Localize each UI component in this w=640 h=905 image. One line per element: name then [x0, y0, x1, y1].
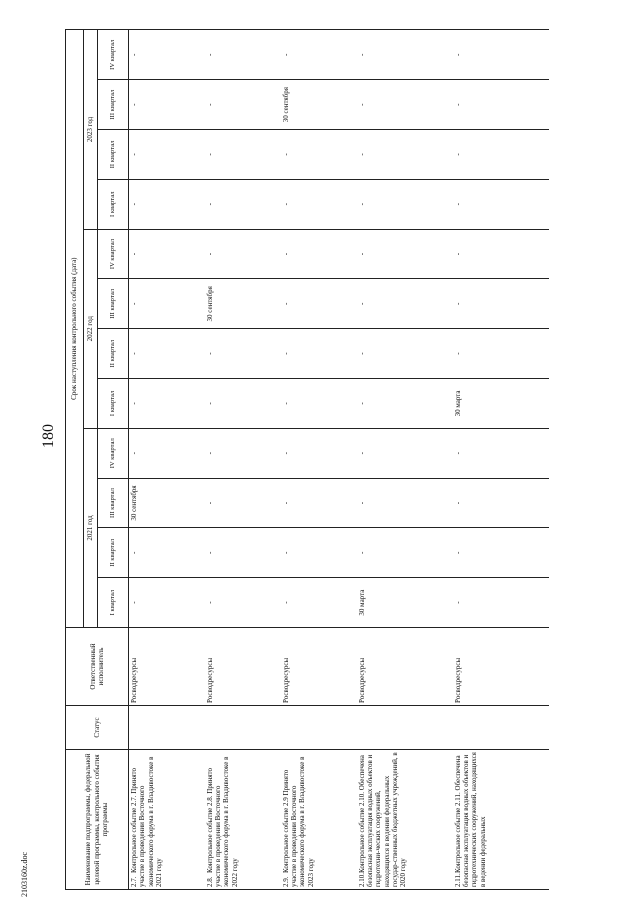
document-filename: 2103160z.doc [20, 851, 29, 897]
deadline-cell: - [281, 130, 357, 180]
executor-cell: Росводресурсы [129, 628, 205, 706]
event-name: Контрольное событие 2.9 Принято участие в проведении Восточного экономического форума в г. Владивостоке в 2023 году [281, 756, 315, 887]
deadline-cell: 30 сентября [205, 279, 281, 329]
deadline-cell: - [357, 528, 453, 578]
status-cell [357, 706, 453, 750]
status-cell [129, 706, 205, 750]
table-row [453, 30, 549, 890]
deadline-cell: - [357, 229, 453, 279]
header-year-2023: 2023 год [84, 30, 98, 229]
executor-cell: Росводресурсы [205, 628, 281, 706]
header-quarter: III квартал [98, 478, 129, 528]
deadline-cell: - [205, 478, 281, 528]
table-row [129, 30, 205, 890]
deadline-cell: 30 сентября [281, 80, 357, 130]
event-name-cell [281, 750, 357, 890]
deadline-cell: - [205, 80, 281, 130]
header-year-2021: 2021 год [84, 428, 98, 627]
status-cell [453, 706, 549, 750]
event-name: Контрольное событие 2.11. Обеспечена безопасная эксплуатация водных объектов и гидротехнических сооружений, находящихся в ведении федеральных [453, 752, 487, 887]
executor-cell: Росводресурсы [357, 628, 453, 706]
executor-cell: Росводресурсы [281, 628, 357, 706]
deadline-cell: - [129, 578, 205, 628]
executor-cell: Росводресурсы [453, 628, 549, 706]
deadline-cell: - [205, 229, 281, 279]
deadline-cell: - [205, 329, 281, 379]
event-number: 2.9. [281, 876, 290, 887]
deadline-cell: - [129, 379, 205, 429]
deadline-cell: 30 марта [357, 578, 453, 628]
event-name-cell [205, 750, 281, 890]
header-deadline-group: Срок наступления контрольного события (дата) [66, 30, 84, 628]
deadline-cell: - [453, 80, 549, 130]
header-status: Статус [66, 706, 129, 750]
header-quarter: I квартал [98, 379, 129, 429]
header-quarter: I квартал [98, 179, 129, 229]
rotated-table-container [65, 30, 625, 890]
event-name-cell [453, 750, 549, 890]
status-cell [205, 706, 281, 750]
event-number: 2.8. [205, 876, 214, 887]
deadline-cell: - [129, 179, 205, 229]
deadline-cell: - [129, 130, 205, 180]
header-quarter: II квартал [98, 528, 129, 578]
deadline-cell: - [453, 229, 549, 279]
deadline-cell: - [281, 229, 357, 279]
deadline-cell: - [129, 428, 205, 478]
deadline-cell: - [453, 578, 549, 628]
header-name: Наименование подпрограммы, федеральной целевой программы, контрольного события программы [66, 750, 129, 890]
deadline-cell: - [357, 130, 453, 180]
deadline-cell: - [453, 130, 549, 180]
header-executor: Ответственный исполнитель [66, 628, 129, 706]
deadline-cell: - [129, 30, 205, 80]
header-quarter: IV квартал [98, 428, 129, 478]
deadline-cell: - [357, 478, 453, 528]
deadline-cell: - [453, 528, 549, 578]
deadline-cell: - [281, 528, 357, 578]
deadline-cell: - [357, 379, 453, 429]
deadline-cell: - [129, 229, 205, 279]
table-body [129, 30, 549, 890]
header-quarter: III квартал [98, 279, 129, 329]
deadline-cell: - [281, 279, 357, 329]
control-events-table [65, 29, 549, 890]
deadline-cell: - [205, 379, 281, 429]
deadline-cell: - [453, 329, 549, 379]
deadline-cell: - [357, 80, 453, 130]
deadline-cell: - [357, 179, 453, 229]
deadline-cell: - [281, 578, 357, 628]
deadline-cell: 30 сентября [129, 478, 205, 528]
deadline-cell: - [205, 578, 281, 628]
deadline-cell: - [281, 428, 357, 478]
deadline-cell: - [281, 379, 357, 429]
deadline-cell: - [453, 179, 549, 229]
header-quarter: IV квартал [98, 30, 129, 80]
header-quarter: I квартал [98, 578, 129, 628]
deadline-cell: - [453, 279, 549, 329]
table-row [281, 30, 357, 890]
event-number: 2.11. [453, 873, 462, 887]
event-number: 2.10. [357, 873, 366, 887]
header-quarter: III квартал [98, 80, 129, 130]
event-name: Контрольное событие 2.8. Принято участие в проведении Восточного экономического форума в г. Владивостоке в 2022 году [205, 756, 239, 887]
deadline-cell: - [205, 528, 281, 578]
event-name: Контрольное событие 2.7. Принято участие в проведении Восточного экономического форума в г. Владивостоке в 2021 году [130, 756, 164, 887]
deadline-cell: - [281, 478, 357, 528]
event-name: Контрольное событие 2.10. Обеспечена безопасная эксплуатация водных объектов и гидротехни-ческих сооружений, находящихся в ведении федеральных государ-ственных бюджетных учреждений, в 2020 году [357, 752, 408, 887]
header-year-2022: 2022 год [84, 229, 98, 428]
deadline-cell: - [129, 528, 205, 578]
deadline-cell: - [357, 279, 453, 329]
deadline-cell: - [281, 30, 357, 80]
deadline-cell: - [281, 179, 357, 229]
status-cell [281, 706, 357, 750]
deadline-cell: - [205, 428, 281, 478]
deadline-cell: - [453, 428, 549, 478]
deadline-cell: - [205, 30, 281, 80]
deadline-cell: - [205, 130, 281, 180]
deadline-cell: - [129, 80, 205, 130]
deadline-cell: - [453, 478, 549, 528]
deadline-cell: - [357, 428, 453, 478]
deadline-cell: - [281, 329, 357, 379]
deadline-cell: 30 марта [453, 379, 549, 429]
event-number: 2.7. [130, 876, 138, 887]
deadline-cell: - [357, 30, 453, 80]
header-quarter: IV квартал [98, 229, 129, 279]
deadline-cell: - [129, 279, 205, 329]
deadline-cell: - [453, 30, 549, 80]
header-quarter: II квартал [98, 329, 129, 379]
deadline-cell: - [205, 179, 281, 229]
table-row [357, 30, 453, 890]
deadline-cell: - [357, 329, 453, 379]
deadline-cell: - [129, 329, 205, 379]
event-name-cell [129, 750, 205, 890]
header-quarter: II квартал [98, 130, 129, 180]
event-name-cell [357, 750, 453, 890]
table-row [205, 30, 281, 890]
page-number: 180 [40, 424, 57, 448]
